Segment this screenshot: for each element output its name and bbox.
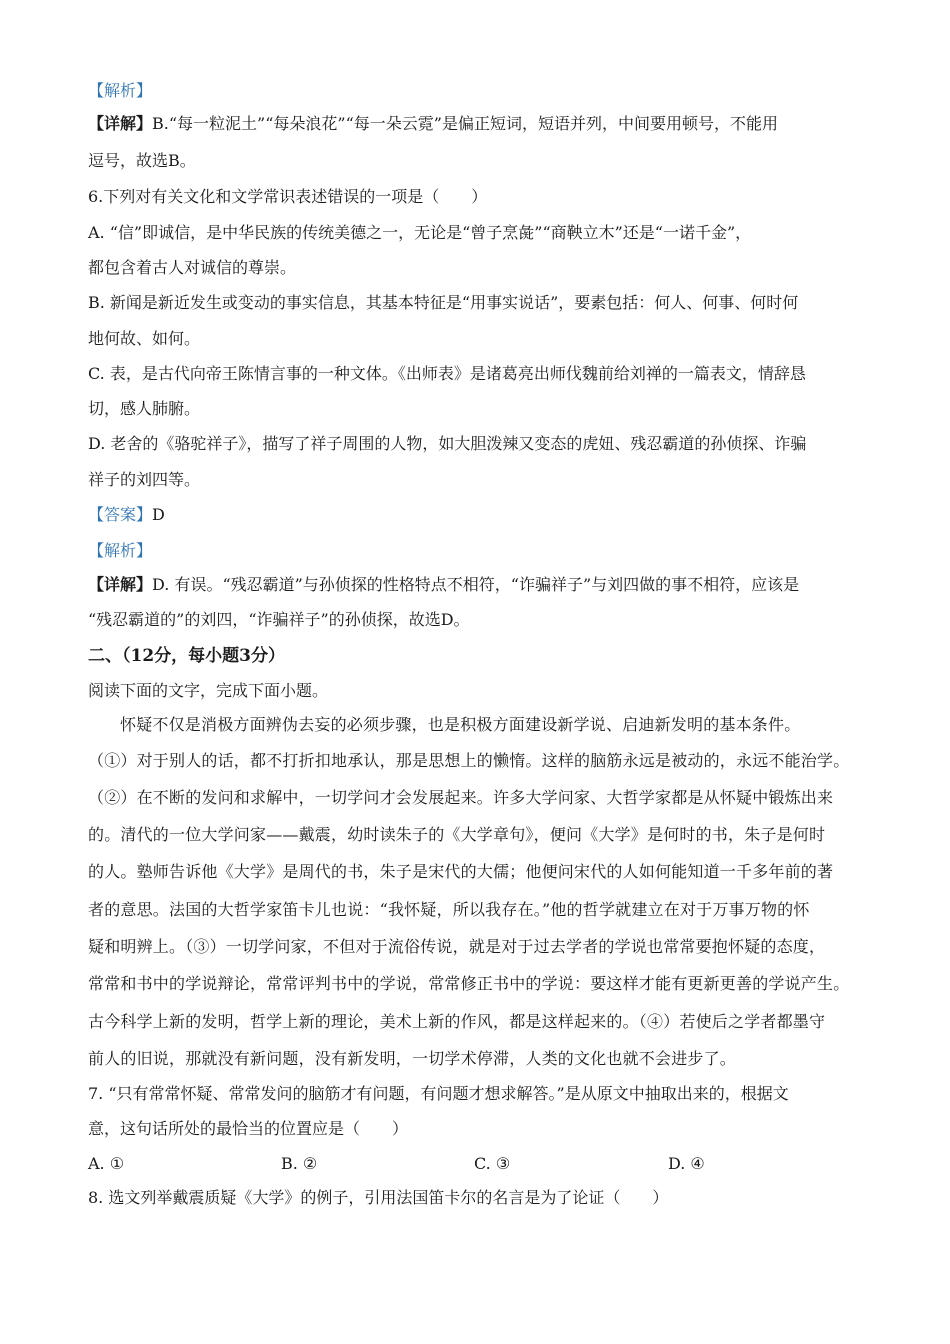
analysis-label: 【解析】 bbox=[88, 81, 153, 100]
passage-paragraph-2: （①）对于别人的话，都不打折扣地承认，那是思想上的懒惰。这样的脑筋永远是被动的，永远不能治学。 bbox=[88, 751, 850, 770]
detail-text: D. 有误。“残忍霸道”与孙侦探的性格特点不相符，“诈骗祥子”与刘四做的事不相符，应该是 bbox=[152, 575, 800, 594]
q7-option-c: C. ③ bbox=[474, 1154, 511, 1173]
passage-line: 疑和明辨上。（③）一切学问家，不但对于流俗传说，就是对于过去学者的学说也常常要抱怀疑的态度， bbox=[88, 937, 826, 956]
section-heading: 二、（12分，每小题3分） bbox=[88, 646, 285, 666]
analysis-label: 【解析】 bbox=[88, 541, 153, 560]
q7-option-a: A. ① bbox=[88, 1154, 125, 1173]
passage-line: 者的意思。法国的大哲学家笛卡儿也说：“我怀疑，所以我存在。”他的哲学就建立在对于万事万物的怀 bbox=[88, 900, 810, 919]
q6-option-a-line-2: 都包含着古人对诚信的尊崇。 bbox=[88, 258, 297, 277]
answer-label: 【答案】 bbox=[88, 505, 153, 524]
passage-paragraph-1: 怀疑不仅是消极方面辨伪去妄的必须步骤，也是积极方面建设新学说、启迪新发明的基本条件。 bbox=[120, 715, 801, 734]
q5-detail-line-2: 逗号，故选B。 bbox=[88, 151, 196, 170]
passage-line: 的人。塾师告诉他《大学》是周代的书，朱子是宋代的大儒；他便问宋代的人如何能知道一千多年前的著 bbox=[88, 862, 834, 881]
q6-detail-line-2: “残忍霸道的”的刘四，“诈骗祥子”的孙侦探，故选D。 bbox=[88, 610, 470, 629]
q6-option-c-line-2: 切，感人肺腑。 bbox=[88, 399, 201, 418]
passage-line: 常常和书中的学说辩论，常常评判书中的学说，常常修正书中的学说：要这样才能有更新更善的学说产生。 bbox=[88, 974, 850, 993]
passage-line: 的。清代的一位大学问家——戴震，幼时读朱子的《大学章句》，便问《大学》是何时的书，朱子是何时 bbox=[88, 825, 826, 844]
q7-option-d: D. ④ bbox=[668, 1154, 705, 1173]
q6-option-b-line-1: B. 新闻是新近发生或变动的事实信息，其基本特征是“用事实说话”，要素包括：何人、何事、何时何 bbox=[88, 293, 799, 312]
passage-line: 前人的旧说，那就没有新问题，没有新发明，一切学术停滞，人类的文化也就不会进步了。 bbox=[88, 1049, 737, 1068]
q6-option-b-line-2: 地何故、如何。 bbox=[88, 329, 201, 348]
q6-answer bbox=[88, 504, 165, 526]
answer-value: D bbox=[152, 505, 165, 524]
detail-label: 【详解】 bbox=[88, 114, 153, 133]
q6-option-a-line-1: A. “信”即诚信，是中华民族的传统美德之一，无论是“曾子烹彘”“商鞅立木”还是“一诺千金”， bbox=[88, 223, 752, 242]
passage-line: （②）在不断的发问和求解中，一切学问才会发展起来。许多大学问家、大哲学家都是从怀疑中锻炼出来 bbox=[88, 788, 834, 807]
q7-stem-line-1: 7. “只有常常怀疑、常常发问的脑筋才有问题，有问题才想求解答。”是从原文中抽取出来的，根据文 bbox=[88, 1084, 789, 1103]
detail-text: B.“每一粒泥土”“每朵浪花”“每一朵云霓”是偏正短词，短语并列，中间要用顿号，不能用 bbox=[152, 114, 778, 133]
q6-stem: 6.下列对有关文化和文学常识表述错误的一项是（ ） bbox=[88, 187, 488, 206]
q7-option-b: B. ② bbox=[281, 1154, 318, 1173]
reading-instruction: 阅读下面的文字，完成下面小题。 bbox=[88, 681, 329, 700]
q6-option-c-line-1: C. 表，是古代向帝王陈情言事的一种文体。《出师表》是诸葛亮出师伐魏前给刘禅的一篇表文，情辞恳 bbox=[88, 364, 806, 383]
q7-stem-line-2: 意，这句话所处的最恰当的位置应是（ ） bbox=[88, 1119, 409, 1138]
q5-detail-line-1 bbox=[88, 113, 778, 135]
q6-option-d-line-1: D. 老舍的《骆驼祥子》，描写了祥子周围的人物，如大胆泼辣又变态的虎妞、残忍霸道的孙侦探、诈骗 bbox=[88, 434, 807, 453]
passage-line: 古今科学上新的发明，哲学上新的理论，美术上新的作风，都是这样起来的。（④）若使后之学者都墨守 bbox=[88, 1012, 826, 1031]
detail-label: 【详解】 bbox=[88, 575, 153, 594]
q6-option-d-line-2: 祥子的刘四等。 bbox=[88, 470, 201, 489]
q8-stem: 8. 选文列举戴震质疑《大学》的例子，引用法国笛卡尔的名言是为了论证（ ） bbox=[88, 1188, 669, 1207]
q6-detail-line-1 bbox=[88, 574, 799, 596]
